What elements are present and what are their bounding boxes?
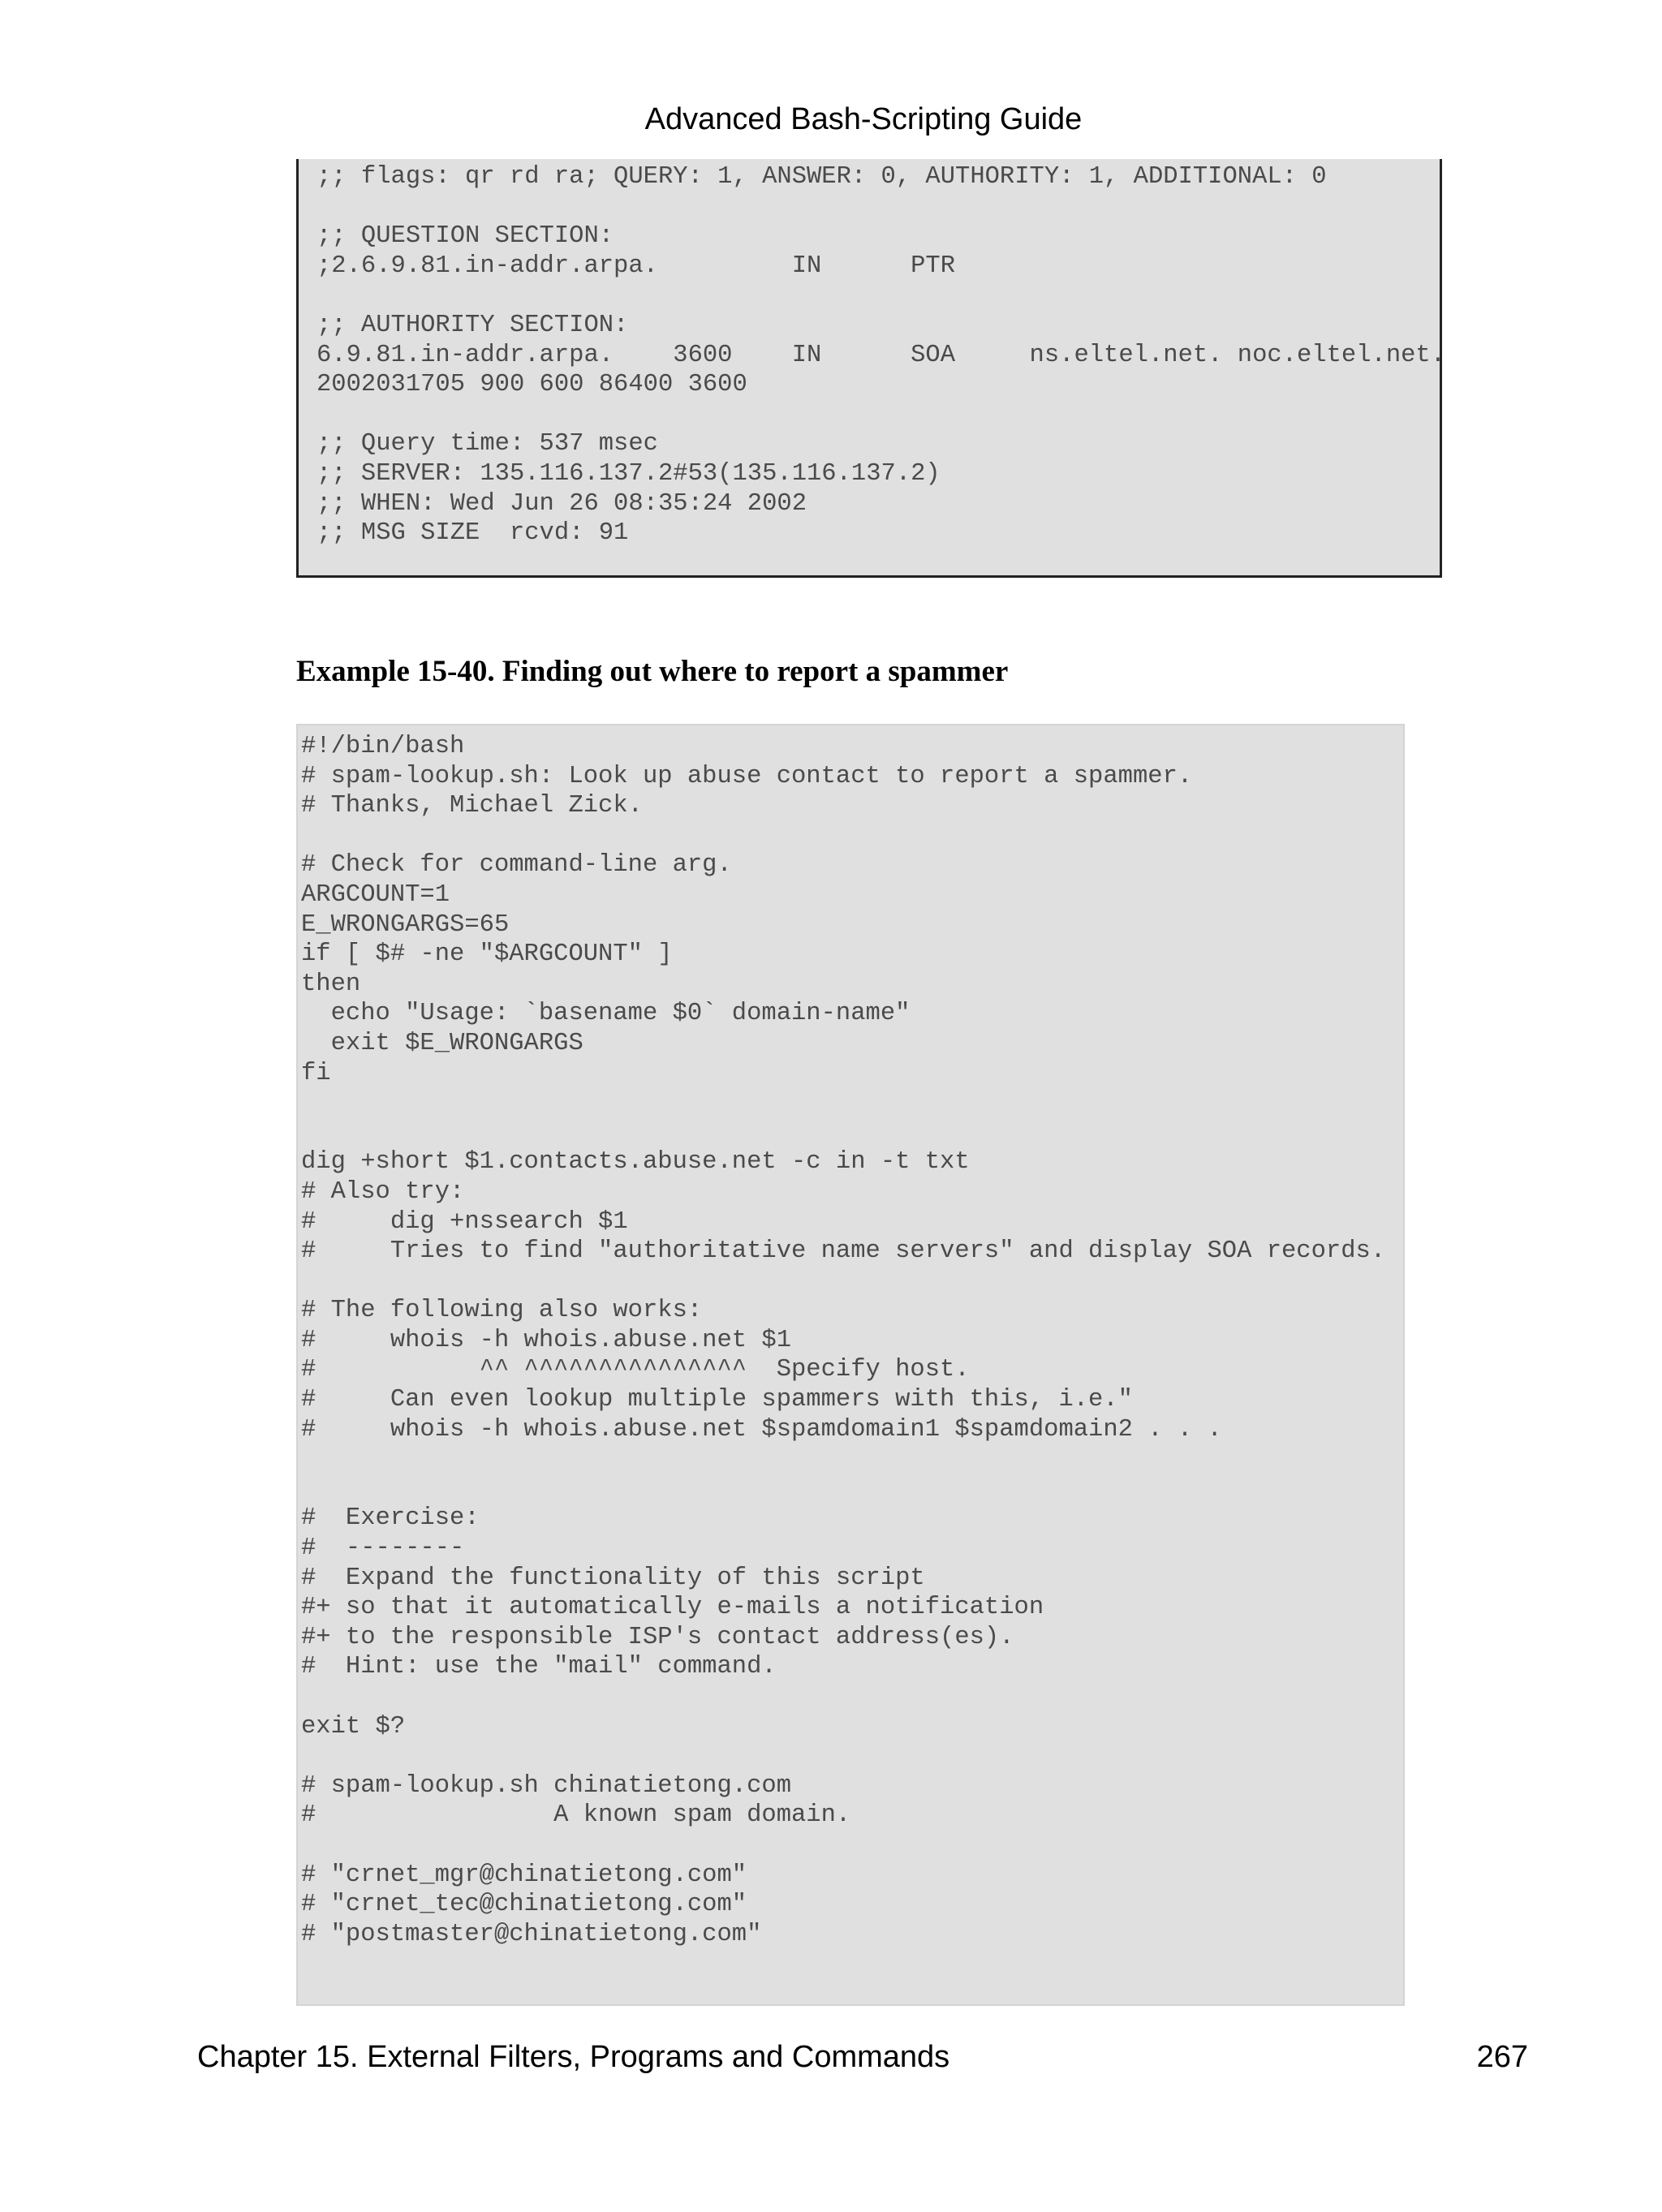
example-title: Example 15-40. Finding out where to report a spammer — [296, 655, 1009, 688]
page-header: Advanced Bash-Scripting Guide — [644, 102, 1083, 136]
page-number: 267 — [1476, 2040, 1528, 2074]
chapter-title: Chapter 15. External Filters, Programs and Commands — [197, 2040, 950, 2074]
program-listing — [296, 724, 1405, 2006]
program-code: #!/bin/bash # spam-lookup.sh: Look up abuse contact to report a spammer. # Thanks, Michael Zick. # Check for command-line arg. ARGCOUNT=1 E_WRONGARGS=65 if [ $# -ne "$ARGCOUNT" ] then echo "Usage: `basename $0` domain-name" exit $E_WRONGARGS fi dig +short $1.contacts.abuse.net -c in -t txt # Also try: # dig +nssearch $1 # Tries to find "authoritative name servers" and display SOA records. # The following also works: # whois -h whois.abuse.net $1 # ^^ ^^^^^^^^^^^^^^^ Specify host. # Can even lookup multiple spammers with this, i.e." # whois -h whois.abuse.net $spamdomain1 $spamdomain2 . . . # Exercise: # -------- # Expand the functionality of this script #+ so that it automatically e-mails a notification #+ to the responsible ISP's contact address(es). # Hint: use the "mail" command. exit $? # spam-lookup.sh chinatietong.com # A known spam domain. # "crnet_mgr@chinatietong.com" # "crnet_tec@chinatietong.com" # "postmaster@chinatietong.com" — [301, 733, 1386, 1948]
dig-output-screen — [296, 159, 1446, 578]
dig-output-text: ;; flags: qr rd ra; QUERY: 1, ANSWER: 0, AUTHORITY: 1, ADDITIONAL: 0 ;; QUESTION SECTION: ;2.6.9.81.in-addr.arpa. IN PTR ;; AUTHORITY SECTION: 6.9.81.in-addr.arpa. 3600 IN SOA ns.eltel.net. noc.eltel.net. 2002031705 900 600 86400 3600 ;; Query time: 537 msec ;; SERVER: 135.116.137.2#53(135.116.137.2) ;; WHEN: Wed Jun 26 08:35:24 2002 ;; MSG SIZE rcvd: 91 — [316, 163, 1446, 548]
